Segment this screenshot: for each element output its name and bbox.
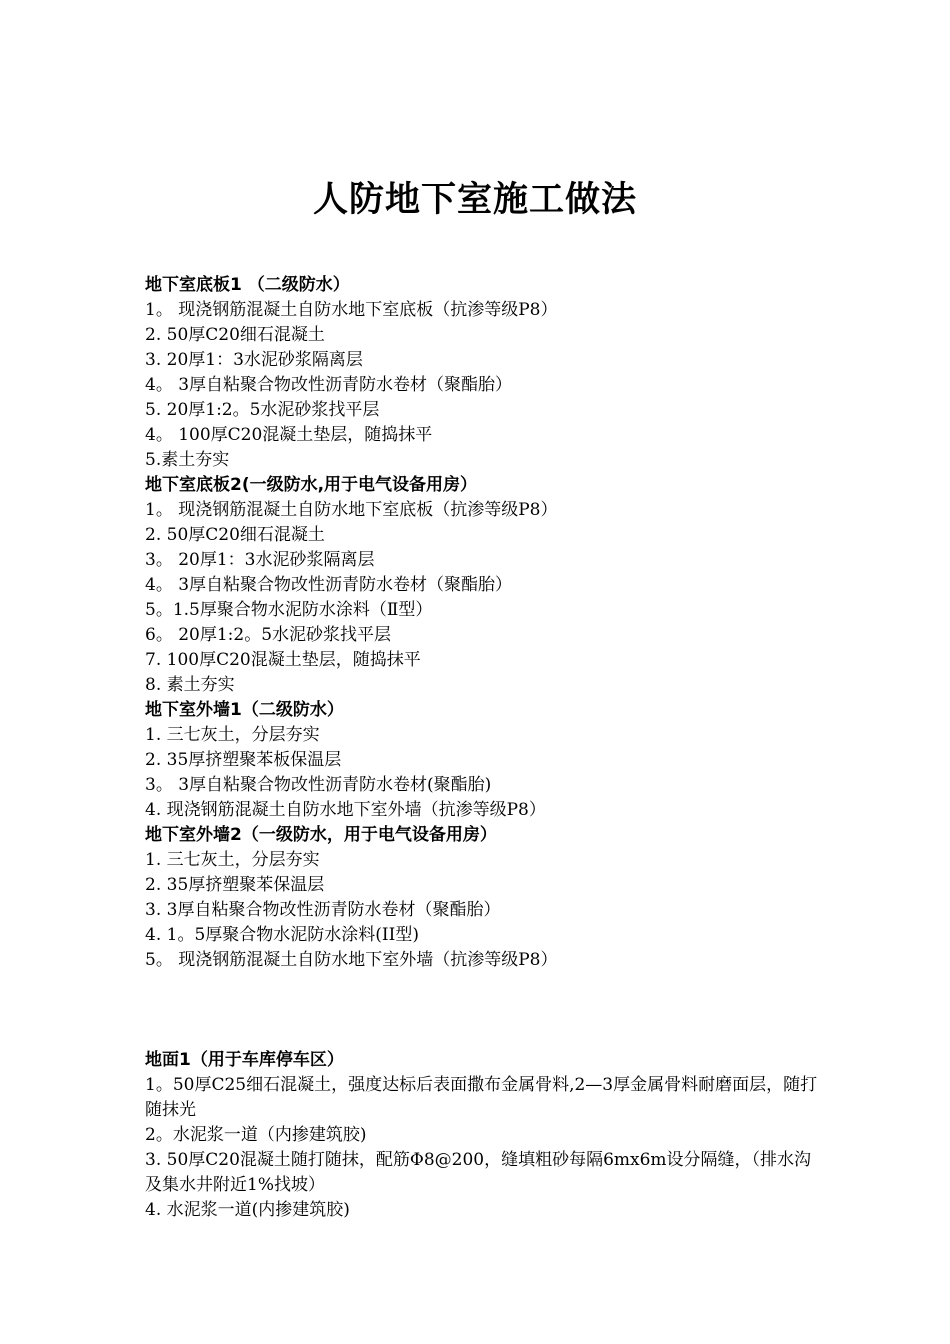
- section-heading: 地下室底板1 （二级防水）: [145, 275, 350, 295]
- list-item: 1。50厚C25细石混凝土，强度达标后表面撒布金属骨料,2—3厚金属骨料耐磨面层，随打随抹光: [145, 1075, 818, 1120]
- section-floor-slab-1: [145, 273, 825, 473]
- section-ground-1: [145, 1048, 825, 1223]
- list-item: 4. 现浇钢筋混凝土自防水地下室外墙（抗渗等级P8）: [145, 800, 546, 820]
- section-heading: 地下室外墙2（一级防水，用于电气设备用房）: [145, 825, 497, 845]
- list-item: 1. 三七灰土，分层夯实: [145, 850, 320, 870]
- list-item: 7. 100厚C20混凝土垫层，随捣抹平: [145, 650, 421, 670]
- list-item: 3. 50厚C20混凝土随打随抹，配筋Φ8@200，缝填粗砂每隔6mx6m设分隔缝，（排水沟及集水井附近1%找坡）: [145, 1150, 812, 1195]
- list-item: 4。 3厚自粘聚合物改性沥青防水卷材（聚酯胎）: [145, 575, 513, 595]
- list-item: 4. 1。5厚聚合物水泥防水涂料(II型): [145, 925, 419, 945]
- list-item: 3。 20厚1：3水泥砂浆隔离层: [145, 550, 375, 570]
- list-item: 5。1.5厚聚合物水泥防水涂料（Ⅱ型）: [145, 600, 433, 620]
- list-item: 5. 20厚1:2。5水泥砂浆找平层: [145, 400, 380, 420]
- list-item: 2. 35厚挤塑聚苯板保温层: [145, 750, 342, 770]
- list-item: 3. 20厚1：3水泥砂浆隔离层: [145, 350, 363, 370]
- section-exterior-wall-2: [145, 823, 825, 973]
- list-item: 2。水泥浆一道（内掺建筑胶): [145, 1125, 367, 1145]
- list-item: 4. 水泥浆一道(内掺建筑胶): [145, 1200, 350, 1220]
- list-item: 3. 3厚自粘聚合物改性沥青防水卷材（聚酯胎）: [145, 900, 501, 920]
- list-item: 3。 3厚自粘聚合物改性沥青防水卷材(聚酯胎): [145, 775, 492, 795]
- list-item: 5.素土夯实: [145, 450, 230, 470]
- list-item: 8. 素土夯实: [145, 675, 235, 695]
- list-item: 4。 100厚C20混凝土垫层，随捣抹平: [145, 425, 433, 445]
- document-body: [145, 273, 825, 1223]
- list-item: 6。 20厚1:2。5水泥砂浆找平层: [145, 625, 392, 645]
- list-item: 2. 50厚C20细石混凝土: [145, 525, 325, 545]
- list-item: 1。 现浇钢筋混凝土自防水地下室底板（抗渗等级P8）: [145, 300, 558, 320]
- page-title: 人防地下室施工做法: [312, 180, 637, 220]
- section-heading: 地下室外墙1（二级防水）: [145, 700, 344, 720]
- section-exterior-wall-1: [145, 698, 825, 823]
- section-spacer: [145, 973, 825, 1048]
- list-item: 4。 3厚自粘聚合物改性沥青防水卷材（聚酯胎）: [145, 375, 513, 395]
- list-item: 2. 50厚C20细石混凝土: [145, 325, 325, 345]
- list-item: 5。 现浇钢筋混凝土自防水地下室外墙（抗渗等级P8）: [145, 950, 558, 970]
- list-item: 1. 三七灰土，分层夯实: [145, 725, 320, 745]
- list-item: 1。 现浇钢筋混凝土自防水地下室底板（抗渗等级P8）: [145, 500, 558, 520]
- section-floor-slab-2: [145, 473, 825, 698]
- section-heading: 地下室底板2(一级防水,用于电气设备用房）: [145, 475, 478, 495]
- list-item: 2. 35厚挤塑聚苯保温层: [145, 875, 325, 895]
- section-heading: 地面1（用于车库停车区）: [145, 1050, 344, 1070]
